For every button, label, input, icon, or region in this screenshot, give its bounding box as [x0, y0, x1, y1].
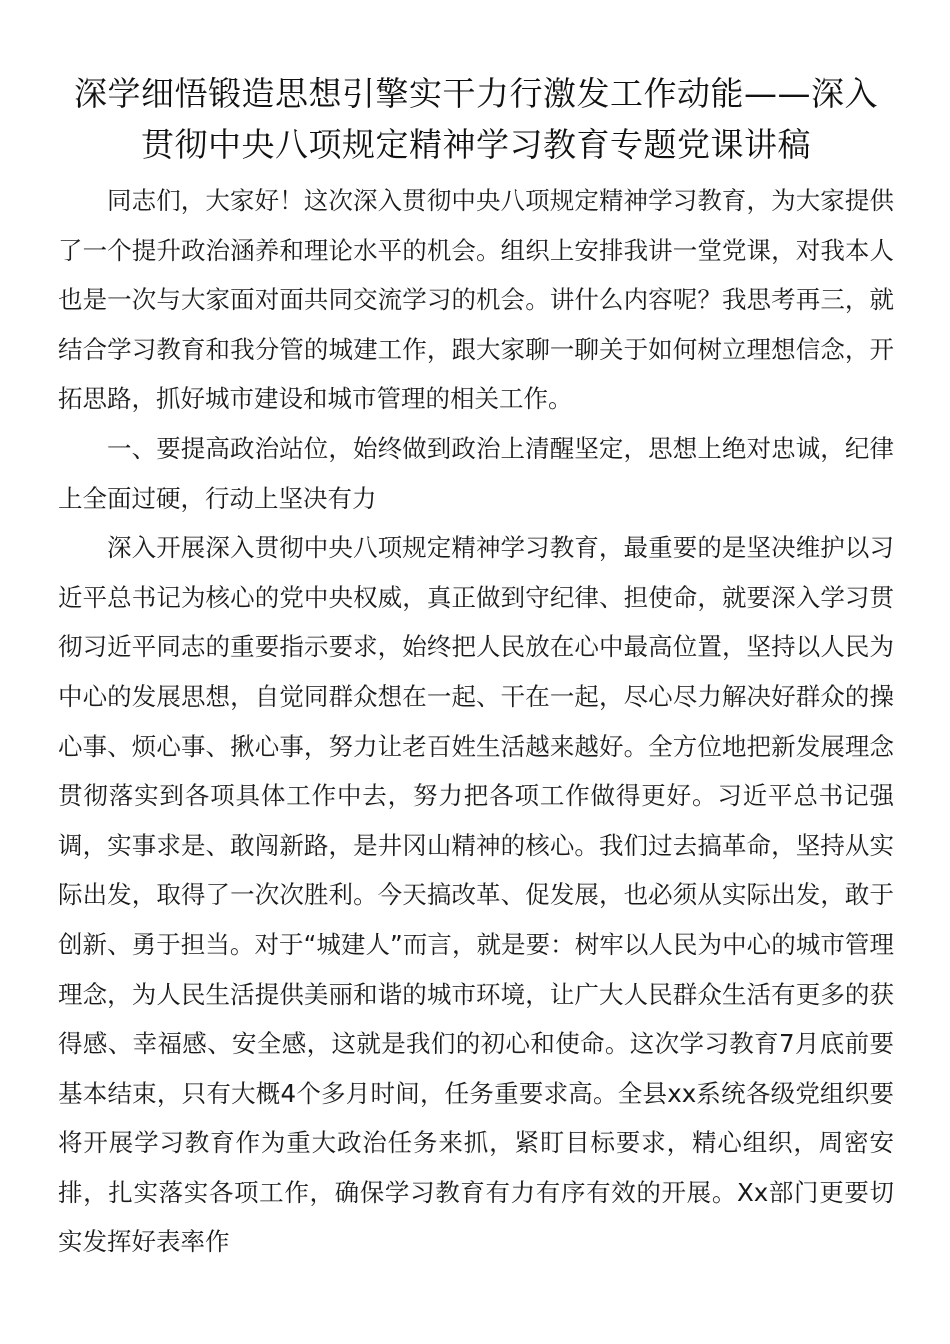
body-paragraph: 深入开展深入贯彻中央八项规定精神学习教育，最重要的是坚决维护以习近平总书记为核心的党中央权威，真正做到守纪律、担使命，就要深入学习贯彻习近平同志的重要指示要求，始终把人民放在心中最高位置，坚持以人民为中心的发展思想，自觉同群众想在一起、干在一起，尽心尽力解决好群众的操心事、烦心事、揪心事，努力让老百姓生活越来越好。全方位地把新发展理念贯彻落实到各项具体工作中去，努力把各项工作做得更好。习近平总书记强调，实事求是、敢闯新路，是井冈山精神的核心。我们过去搞革命，坚持从实际出发，取得了一次次胜利。今天搞改革、促发展，也必须从实际出发，敢于创新、勇于担当。对于“城建人”而言，就是要：树牢以人民为中心的城市管理理念，为人民生活提供美丽和谐的城市环境，让广大人民群众生活有更多的获得感、幸福感、安全感，这就是我们的初心和使命。这次学习教育7月底前要基本结束，只有大概4个多月时间，任务重要求高。全县xx系统各级党组织要将开展学习教育作为重大政治任务来抓，紧盯目标要求，精心组织，周密安排，扎实落实各项工作，确保学习教育有力有序有效的开展。Xx部门更要切实发挥好表率作 — [58, 533, 894, 1257]
intro-paragraph: 同志们，大家好！这次深入贯彻中央八项规定精神学习教育，为大家提供了一个提升政治涵养和理论水平的机会。组织上安排我讲一堂党课，对我本人也是一次与大家面对面共同交流学习的机会。讲什么内容呢？我思考再三，就结合学习教育和我分管的城建工作，跟大家聊一聊关于如何树立理想信念，开拓思路，抓好城市建设和城市管理的相关工作。 — [58, 186, 894, 414]
document-title: 深学细悟锻造思想引擎实干力行激发工作动能——深入贯彻中央八项规定精神学习教育专题党课讲稿 — [74, 74, 878, 164]
document-page — [58, 68, 894, 1267]
document-body — [58, 176, 894, 1267]
section-heading-1: 一、要提高政治站位，始终做到政治上清醒坚定，思想上绝对忠诚，纪律上全面过硬，行动上坚决有力 — [58, 433, 894, 513]
